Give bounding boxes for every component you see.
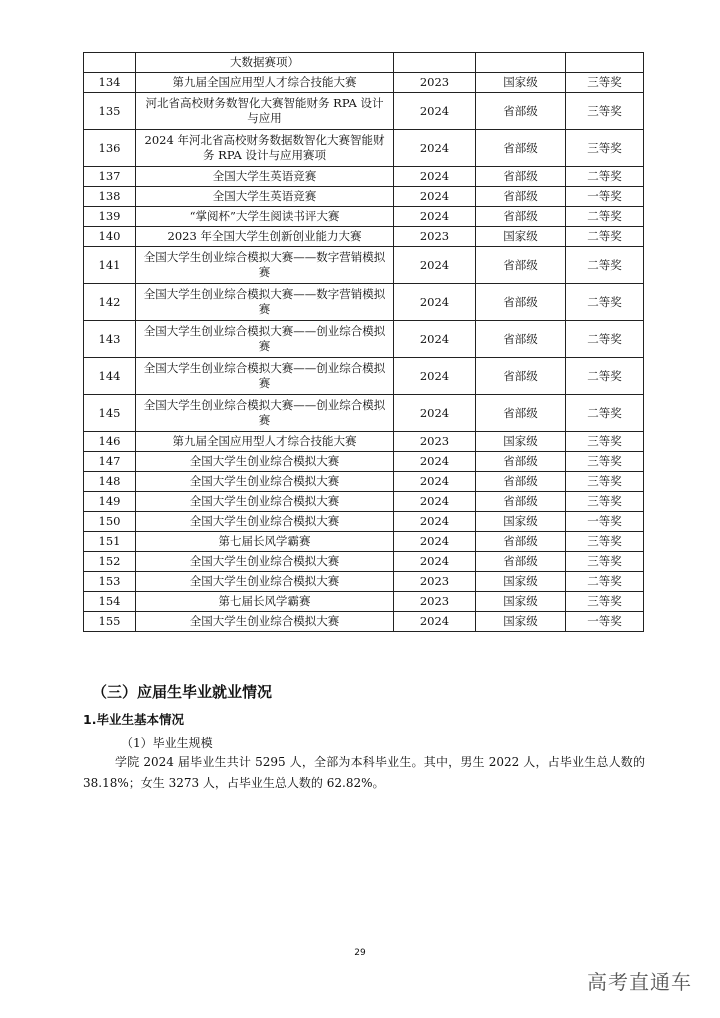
cell-level: 国家级 [476,512,566,532]
cell-name: 第九届全国应用型人才综合技能大赛 [136,73,394,93]
cell-name: 全国大学生英语竞赛 [136,187,394,207]
cell-no: 150 [84,512,136,532]
table-row [84,512,644,532]
cell-year: 2023 [394,227,476,247]
cell-year: 2024 [394,395,476,432]
item-title: （1）毕业生规模 [121,736,213,750]
cell-no: 140 [84,227,136,247]
cell-no: 145 [84,395,136,432]
cell-name: 第九届全国应用型人才综合技能大赛 [136,432,394,452]
cell-year: 2024 [394,284,476,321]
table-row [84,53,644,73]
cell-no: 148 [84,472,136,492]
table-row [84,452,644,472]
cell-award: 二等奖 [566,227,644,247]
awards-table [83,52,644,632]
cell-award: 三等奖 [566,93,644,130]
table-row [84,395,644,432]
cell-name: 大数据赛项） [136,53,394,73]
cell-name: 全国大学生创业综合模拟大赛 [136,472,394,492]
cell-name: 全国大学生创业综合模拟大赛 [136,492,394,512]
cell-name: 全国大学生创业综合模拟大赛——创业综合模拟赛 [136,358,394,395]
cell-no: 147 [84,452,136,472]
cell-award: 三等奖 [566,552,644,572]
graduate-scale-paragraph: 学院 2024 届毕业生共计 5295 人，全部为本科毕业生。其中，男生 2022 人，占毕业生总人数的 38.18%；女生 3273 人，占毕业生总人数的 62.82%。 [83,755,645,790]
cell-year: 2024 [394,492,476,512]
cell-name: 2023 年全国大学生创新创业能力大赛 [136,227,394,247]
table-row [84,552,644,572]
cell-award: 三等奖 [566,472,644,492]
cell-name: 全国大学生英语竞赛 [136,167,394,187]
cell-level: 国家级 [476,227,566,247]
cell-year: 2024 [394,612,476,632]
table-row [84,532,644,552]
cell-name: 全国大学生创业综合模拟大赛 [136,512,394,532]
cell-year [394,53,476,73]
cell-no: 149 [84,492,136,512]
cell-year: 2023 [394,572,476,592]
cell-year: 2024 [394,552,476,572]
cell-year: 2023 [394,73,476,93]
cell-year: 2024 [394,472,476,492]
cell-year: 2024 [394,187,476,207]
cell-level: 省部级 [476,93,566,130]
cell-name: 全国大学生创业综合模拟大赛——创业综合模拟赛 [136,395,394,432]
cell-name: 2024 年河北省高校财务数据数智化大赛智能财务 RPA 设计与应用赛项 [136,130,394,167]
cell-level: 省部级 [476,167,566,187]
cell-award: 二等奖 [566,572,644,592]
cell-level: 国家级 [476,612,566,632]
cell-year: 2023 [394,592,476,612]
cell-award: 三等奖 [566,532,644,552]
cell-year: 2024 [394,247,476,284]
cell-no: 155 [84,612,136,632]
cell-year: 2024 [394,321,476,358]
table-row [84,432,644,452]
section-title: （三）应届生毕业就业情况 [92,683,273,701]
table-row [84,492,644,512]
cell-award: 一等奖 [566,512,644,532]
table-row [84,472,644,492]
cell-award: 二等奖 [566,247,644,284]
cell-no: 138 [84,187,136,207]
cell-name: 全国大学生创业综合模拟大赛 [136,572,394,592]
cell-award: 三等奖 [566,492,644,512]
cell-no: 139 [84,207,136,227]
cell-year: 2024 [394,93,476,130]
cell-level: 省部级 [476,187,566,207]
cell-award: 三等奖 [566,592,644,612]
cell-level: 省部级 [476,472,566,492]
table-row [84,187,644,207]
cell-no: 152 [84,552,136,572]
table-row [84,207,644,227]
cell-name: 全国大学生创业综合模拟大赛 [136,552,394,572]
cell-award: 三等奖 [566,130,644,167]
cell-level: 省部级 [476,532,566,552]
cell-name: 全国大学生创业综合模拟大赛——数字营销模拟赛 [136,284,394,321]
cell-level: 省部级 [476,130,566,167]
cell-award: 二等奖 [566,284,644,321]
table-row [84,572,644,592]
cell-year: 2023 [394,432,476,452]
cell-level: 国家级 [476,572,566,592]
cell-no: 137 [84,167,136,187]
cell-level: 省部级 [476,452,566,472]
cell-award: 二等奖 [566,167,644,187]
cell-year: 2024 [394,167,476,187]
cell-award: 三等奖 [566,452,644,472]
subsection-title: 1.毕业生基本情况 [83,712,184,727]
cell-no: 141 [84,247,136,284]
cell-no: 154 [84,592,136,612]
table-row [84,321,644,358]
cell-award: 二等奖 [566,321,644,358]
cell-level: 省部级 [476,207,566,227]
cell-level: 省部级 [476,552,566,572]
cell-year: 2024 [394,512,476,532]
table-row [84,93,644,130]
cell-name: 全国大学生创业综合模拟大赛 [136,452,394,472]
cell-level [476,53,566,73]
cell-name: 全国大学生创业综合模拟大赛——创业综合模拟赛 [136,321,394,358]
cell-year: 2024 [394,207,476,227]
cell-level: 国家级 [476,432,566,452]
table-row [84,247,644,284]
cell-year: 2024 [394,130,476,167]
cell-no: 153 [84,572,136,592]
cell-name: “掌阅杯”大学生阅读书评大赛 [136,207,394,227]
cell-level: 国家级 [476,592,566,612]
cell-name: 河北省高校财务数智化大赛智能财务 RPA 设计与应用 [136,93,394,130]
cell-award [566,53,644,73]
cell-no: 143 [84,321,136,358]
cell-no: 135 [84,93,136,130]
table-row [84,130,644,167]
cell-award: 二等奖 [566,207,644,227]
watermark: 高考直通车 [587,970,692,994]
cell-award: 一等奖 [566,612,644,632]
cell-name: 全国大学生创业综合模拟大赛——数字营销模拟赛 [136,247,394,284]
awards-table-body [84,53,644,632]
cell-year: 2024 [394,532,476,552]
table-row [84,227,644,247]
cell-level: 国家级 [476,73,566,93]
table-row [84,284,644,321]
cell-award: 三等奖 [566,432,644,452]
cell-no: 136 [84,130,136,167]
cell-no: 142 [84,284,136,321]
cell-level: 省部级 [476,358,566,395]
cell-name: 全国大学生创业综合模拟大赛 [136,612,394,632]
table-row [84,612,644,632]
cell-no: 144 [84,358,136,395]
cell-level: 省部级 [476,284,566,321]
table-row [84,73,644,93]
cell-level: 省部级 [476,321,566,358]
cell-no: 151 [84,532,136,552]
cell-award: 一等奖 [566,187,644,207]
cell-name: 第七届长风学霸赛 [136,532,394,552]
cell-award: 二等奖 [566,358,644,395]
cell-no: 134 [84,73,136,93]
table-row [84,592,644,612]
cell-level: 省部级 [476,247,566,284]
page-number: 29 [354,948,366,958]
cell-level: 省部级 [476,492,566,512]
cell-name: 第七届长风学霸赛 [136,592,394,612]
cell-award: 二等奖 [566,395,644,432]
table-row [84,358,644,395]
cell-year: 2024 [394,452,476,472]
cell-level: 省部级 [476,395,566,432]
table-row [84,167,644,187]
cell-no [84,53,136,73]
cell-no: 146 [84,432,136,452]
cell-award: 三等奖 [566,73,644,93]
cell-year: 2024 [394,358,476,395]
